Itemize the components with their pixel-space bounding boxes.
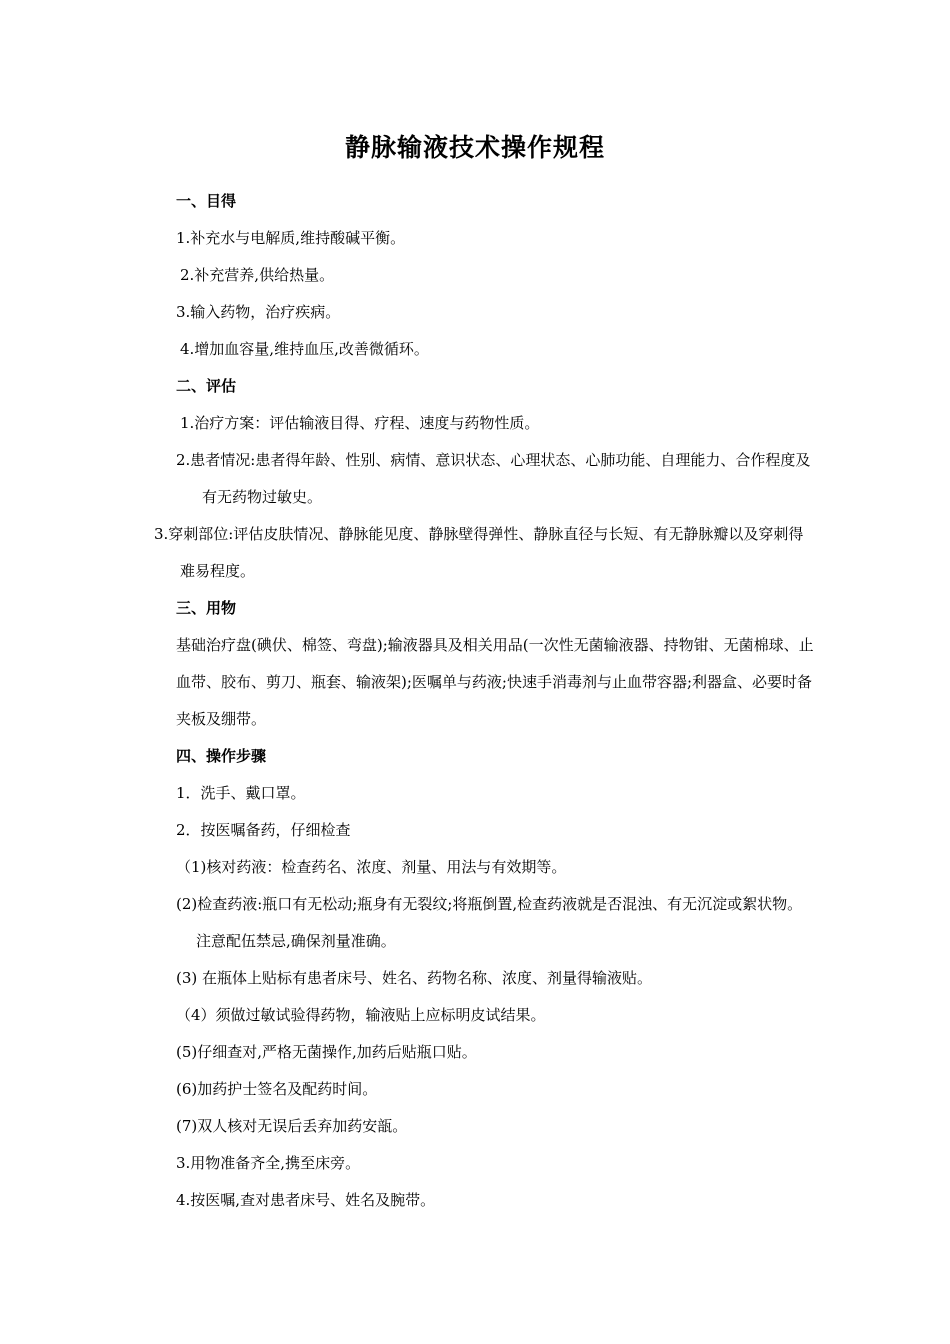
- step-substep-3: (3) 在瓶体上贴标有患者床号、姓名、药物名称、浓度、剂量得输液贴。: [176, 969, 653, 987]
- section-heading-assessment: 二、评估: [176, 377, 237, 395]
- assessment-item-2: 2.患者情况:患者得年龄、性别、病情、意识状态、心理状态、心肺功能、自理能力、合作程度及有无药物过敏史。: [176, 451, 811, 506]
- purpose-item-1: 1.补充水与电解质,维持酸碱平衡。: [176, 229, 406, 247]
- step-substep-4: （4）须做过敏试验得药物，输液贴上应标明皮试结果。: [176, 1006, 546, 1024]
- supplies-paragraph: 基础治疗盘(碘伏、棉签、弯盘);输液器具及相关用品(一次性无菌输液器、持物钳、无菌棉球、止血带、胶布、剪刀、瓶套、输液架);医嘱单与药液;快速手消毒剂与止血带容器;利器盒、必要时备夹板及绷带。: [176, 636, 814, 728]
- step-item-2: 2．按医嘱备药，仔细检查: [176, 821, 351, 839]
- section-heading-purpose: 一、目得: [176, 192, 237, 210]
- purpose-item-4: 4.增加血容量,维持血压,改善微循环。: [180, 340, 429, 358]
- step-substep-6: (6)加药护士签名及配药时间。: [176, 1080, 378, 1098]
- document-title: 静脉输液技术操作规程: [344, 133, 605, 162]
- assessment-item-1: 1.治疗方案：评估输液目得、疗程、速度与药物性质。: [180, 414, 540, 432]
- section-heading-steps: 四、操作步骤: [176, 747, 267, 765]
- step-substep-2: (2)检查药液:瓶口有无松动;瓶身有无裂纹;将瓶倒置,检查药液就是否混浊、有无沉淀或絮状物。注意配伍禁忌,确保剂量准确。: [176, 895, 803, 950]
- step-substep-5: (5)仔细查对,严格无菌操作,加药后贴瓶口贴。: [176, 1043, 477, 1061]
- purpose-item-3: 3.输入药物，治疗疾病。: [176, 303, 341, 321]
- step-substep-7: (7)双人核对无误后丢弃加药安瓿。: [176, 1117, 408, 1135]
- step-substep-1: （1)核对药液：检查药名、浓度、剂量、用法与有效期等。: [176, 858, 567, 876]
- assessment-item-3: 3.穿刺部位:评估皮肤情况、静脉能见度、静脉壁得弹性、静脉直径与长短、有无静脉瓣以及穿刺得难易程度。: [154, 525, 804, 580]
- document-body: [154, 183, 816, 1219]
- section-heading-supplies: 三、用物: [176, 599, 237, 617]
- step-item-1: 1．洗手、戴口罩。: [176, 784, 306, 802]
- purpose-item-2: 2.补充营养,供给热量。: [180, 266, 335, 284]
- step-item-4: 4.按医嘱,查对患者床号、姓名及腕带。: [176, 1191, 436, 1209]
- step-item-3: 3.用物准备齐全,携至床旁。: [176, 1154, 361, 1172]
